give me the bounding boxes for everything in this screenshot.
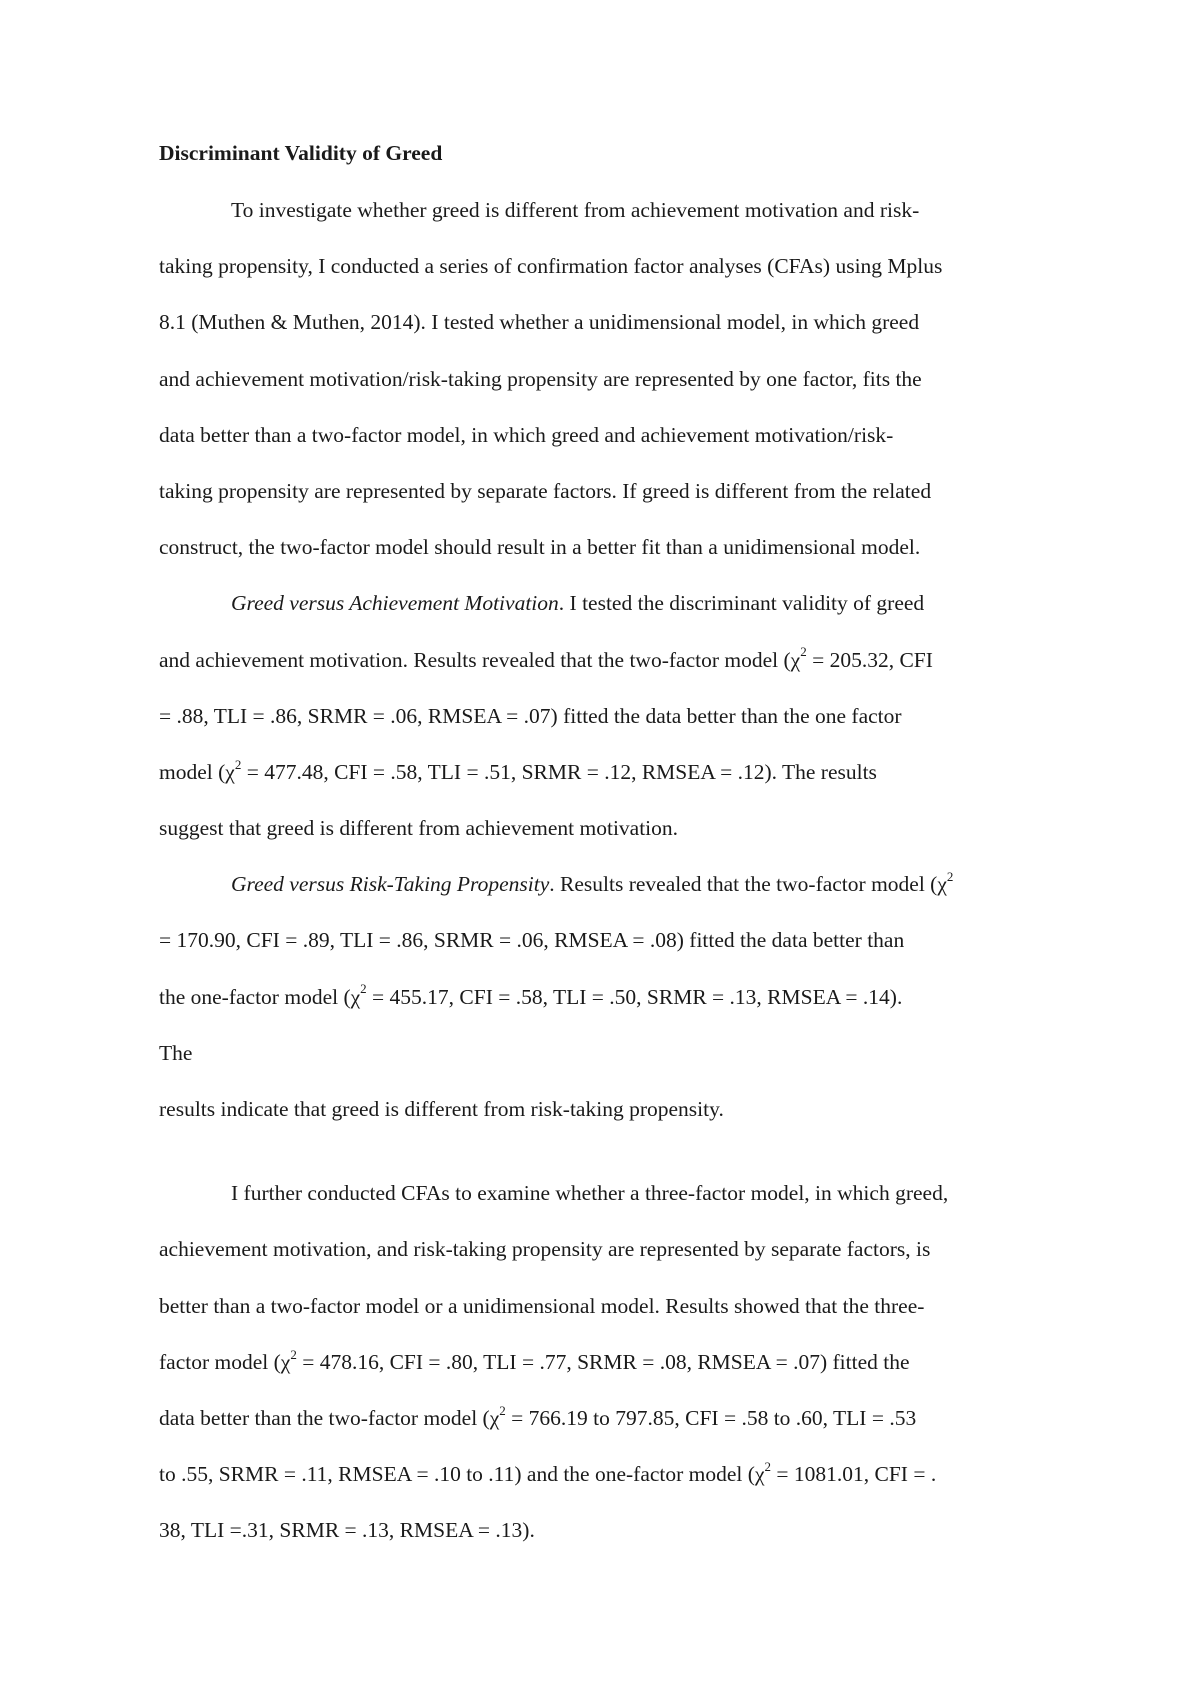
text-span: factor model (χ <box>159 1349 291 1374</box>
text-line: better than a two-factor model or a unidimensional model. Results showed that the three- <box>159 1293 925 1318</box>
text-line <box>159 632 1049 688</box>
text-line: suggest that greed is different from achievement motivation. <box>159 816 679 841</box>
subsection-title: Greed versus Risk-Taking Propensity <box>231 872 550 897</box>
text-span: . Results revealed that the two-factor model (χ <box>549 872 947 897</box>
text-span: and achievement motivation. Results revealed that the two-factor model (χ <box>159 647 801 672</box>
text-line: achievement motivation, and risk-taking propensity are represented by separate factors, is <box>159 1237 931 1262</box>
text-line: construct, the two-factor model should result in a better fit than a unidimensional model. <box>159 535 921 560</box>
text-line <box>159 1390 1049 1446</box>
text-line: taking propensity are represented by separate factors. If greed is different from the related <box>159 478 932 503</box>
superscript: 2 <box>360 981 367 997</box>
text-span: = 1081.01, CFI = . <box>771 1462 937 1487</box>
paragraph-gap <box>159 1137 1049 1165</box>
text-line: taking propensity, I conducted a series of confirmation factor analyses (CFAs) using Mplus <box>159 254 943 279</box>
superscript: 2 <box>499 1402 506 1418</box>
text-line: The <box>159 1040 193 1065</box>
text-span: data better than the two-factor model (χ <box>159 1405 500 1430</box>
text-span: = 455.17, CFI = .58, TLI = .50, SRMR = .13, RMSEA = .14). <box>366 984 903 1009</box>
text-span: . I tested the discriminant validity of greed <box>558 591 925 616</box>
superscript: 2 <box>946 869 954 885</box>
superscript: 2 <box>234 756 242 772</box>
subsection-title: Greed versus Achievement Motivation <box>231 591 559 616</box>
text-span: = 478.16, CFI = .80, TLI = .77, SRMR = .08, RMSEA = .07) fitted the <box>296 1349 910 1374</box>
text-line: results indicate that greed is different from risk-taking propensity. <box>159 1097 724 1121</box>
document-page <box>159 140 1049 1559</box>
text-line: and achievement motivation/risk-taking propensity are represented by one factor, fits the <box>159 366 922 391</box>
text-line <box>159 575 1049 631</box>
text-span: = 205.32, CFI <box>806 647 933 672</box>
section-heading: Discriminant Validity of Greed <box>159 141 443 165</box>
text-line <box>159 1334 1049 1390</box>
text-line: = .88, TLI = .86, SRMR = .06, RMSEA = .07) fitted the data better than the one factor <box>159 703 902 728</box>
text-line: 38, TLI =.31, SRMR = .13, RMSEA = .13). <box>159 1518 535 1543</box>
text-span: = 766.19 to 797.85, CFI = .58 to .60, TLI = .53 <box>505 1405 917 1430</box>
text-line: To investigate whether greed is different from achievement motivation and risk- <box>231 198 920 222</box>
text-span: to .55, SRMR = .11, RMSEA = .10 to .11) and the one-factor model (χ <box>159 1462 765 1487</box>
superscript: 2 <box>800 644 807 660</box>
text-span: the one-factor model (χ <box>159 984 361 1009</box>
text-line <box>159 969 1049 1025</box>
text-line: I further conducted CFAs to examine whether a three-factor model, in which greed, <box>231 1181 949 1206</box>
text-line <box>159 856 1049 912</box>
text-span: = 477.48, CFI = .58, TLI = .51, SRMR = .12, RMSEA = .12). The results <box>241 759 877 784</box>
superscript: 2 <box>290 1346 297 1362</box>
text-span: model (χ <box>159 759 235 784</box>
superscript: 2 <box>764 1458 771 1474</box>
text-line: 8.1 (Muthen & Muthen, 2014). I tested whether a unidimensional model, in which greed <box>159 310 920 335</box>
text-line <box>159 744 1049 800</box>
text-line <box>159 1446 1049 1502</box>
text-line: = 170.90, CFI = .89, TLI = .86, SRMR = .06, RMSEA = .08) fitted the data better than <box>159 928 905 953</box>
text-line: data better than a two-factor model, in which greed and achievement motivation/risk- <box>159 422 894 447</box>
